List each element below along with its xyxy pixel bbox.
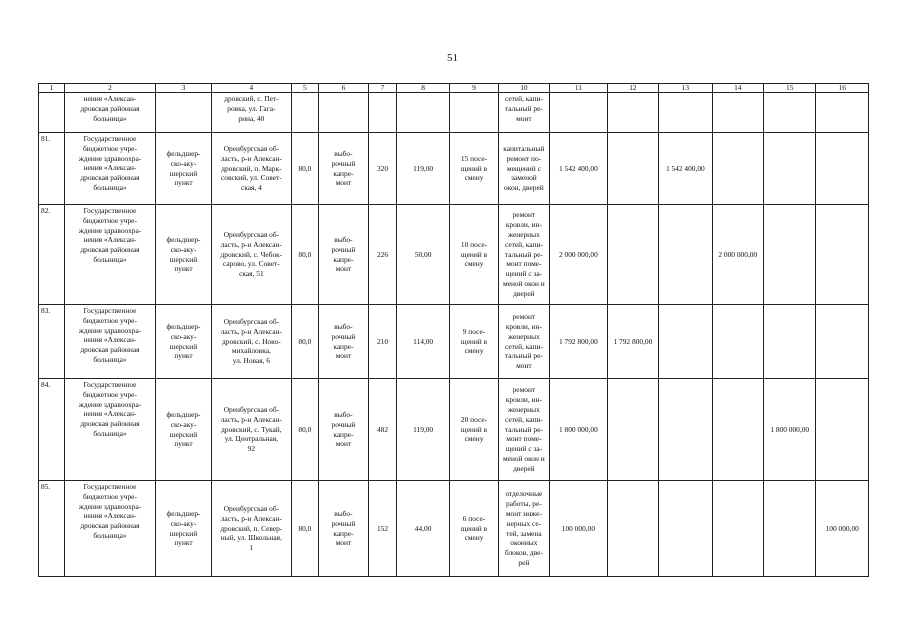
- capacity: 20 посе- щений в смену: [460, 414, 488, 444]
- total-amount: 1 542 400,00: [550, 133, 608, 205]
- amount-col-16: [816, 305, 869, 379]
- repair-type: выбо- рочный капре- монт: [331, 234, 356, 274]
- works-description: ремонт кровли, ин- женерных сетей, капи- тальный ре- монт поме- щений с за- меной окон и дверей: [502, 385, 545, 473]
- institution-name: Государственное бюджетное учре- ждение здравоохра- нения «Алексан- дровская районная больница»: [78, 206, 142, 264]
- capacity: 15 посе- щений в смену: [460, 153, 488, 183]
- total-amount: 1 800 000,00: [550, 379, 608, 481]
- amount-col-15: [764, 205, 816, 305]
- facility-address: Оренбургская об- ласть, р-н Алексан- дровский, с. Тукай, ул. Центральная, 92: [220, 405, 283, 454]
- facilities-table: [38, 83, 869, 577]
- table-row: [39, 205, 869, 305]
- area: 80,0: [291, 481, 318, 577]
- column-number: 14: [712, 84, 763, 93]
- col-8-value: 119,00: [396, 133, 449, 205]
- capacity: 9 посе- щений в смену: [460, 326, 488, 356]
- table-row: [39, 379, 869, 481]
- continuation-row: [39, 93, 869, 133]
- column-number: 6: [318, 84, 368, 93]
- works-description: капитальный ремонт по- мещений с заменой окон, дверей: [503, 144, 545, 193]
- facility-type: фельдшер- ско-аку- шерский пункт: [166, 148, 201, 188]
- amount-col-15: [764, 305, 816, 379]
- column-number: 10: [498, 84, 549, 93]
- column-number: 7: [369, 84, 397, 93]
- repair-type: выбо- рочный капре- монт: [331, 321, 356, 361]
- total-amount: 2 000 000,00: [550, 205, 608, 305]
- amount-col-12: [607, 379, 658, 481]
- amount-col-13: 1 542 400,00: [659, 133, 712, 205]
- column-number: 1: [39, 84, 65, 93]
- area: 80,0: [291, 305, 318, 379]
- institution-name: Государственное бюджетное учре- ждение здравоохра- нения «Алексан- дровская районная больница»: [78, 134, 142, 192]
- col-7-value: 482: [369, 379, 397, 481]
- col-7-value: 152: [369, 481, 397, 577]
- column-number: 4: [211, 84, 291, 93]
- amount-col-14: [712, 305, 763, 379]
- amount-col-15: 1 800 000,00: [764, 379, 816, 481]
- col-7-value: 320: [369, 133, 397, 205]
- col-8-value: 50,00: [396, 205, 449, 305]
- facility-address: Оренбургская об- ласть, р-н Алексан- дровский, с. Ново- михайловка, ул. Новая, 6: [220, 317, 283, 366]
- row-number: 82.: [39, 205, 65, 305]
- area: 80,0: [291, 205, 318, 305]
- total-amount: 100 000,00: [550, 481, 608, 577]
- facility-address: Оренбургская об- ласть, р-н Алексан- дровский, п. Север- ный, ул. Школьная, 1: [220, 504, 283, 553]
- facility-type: фельдшер- ско-аку- шерский пункт: [166, 321, 201, 361]
- column-number: 9: [450, 84, 498, 93]
- amount-col-15: [764, 481, 816, 577]
- table-row: [39, 305, 869, 379]
- column-number: 16: [816, 84, 869, 93]
- column-number: 8: [396, 84, 449, 93]
- row-number: 81.: [39, 133, 65, 205]
- column-number: 13: [659, 84, 712, 93]
- institution-name: Государственное бюджетное учре- ждение здравоохра- нения «Алексан- дровская районная больница»: [78, 306, 142, 364]
- amount-col-12: [607, 481, 658, 577]
- column-number: 12: [607, 84, 658, 93]
- column-number-row: [39, 84, 869, 93]
- table-row: [39, 481, 869, 577]
- amount-col-16: 100 000,00: [816, 481, 869, 577]
- column-number: 2: [64, 84, 156, 93]
- column-number: 5: [291, 84, 318, 93]
- institution-name: нения «Алексан- дровская районная больница»: [80, 94, 140, 123]
- facility-address: Оренбургская об- ласть, р-н Алексан- дровский, с. Чебок- сарово, ул. Совет- ская, 51: [220, 230, 283, 279]
- amount-col-14: 2 000 000,00: [712, 205, 763, 305]
- works-description: отделочные работы, ре- монт инже- нерных се- тей, замена оконных блоков, две- рей: [504, 489, 543, 567]
- amount-col-16: [816, 205, 869, 305]
- col-8-value: 119,00: [396, 379, 449, 481]
- col-7-value: 210: [369, 305, 397, 379]
- repair-type: выбо- рочный капре- монт: [331, 148, 356, 188]
- amount-col-12: [607, 133, 658, 205]
- amount-col-13: [659, 481, 712, 577]
- capacity: 10 посе- щений в смену: [460, 239, 488, 269]
- col-7-value: 226: [369, 205, 397, 305]
- amount-col-12: [607, 205, 658, 305]
- row-number: 85.: [39, 481, 65, 577]
- works-description: сетей, капи- тальный ре- монт: [504, 94, 543, 123]
- facility-address: Оренбургская об- ласть, р-н Алексан- дровский, п. Марк- совский, ул. Совет- ская, 4: [220, 144, 283, 193]
- column-number: 3: [156, 84, 212, 93]
- institution-name: Государственное бюджетное учре- ждение здравоохра- нения «Алексан- дровская районная больница»: [78, 380, 142, 438]
- column-number: 15: [764, 84, 816, 93]
- column-number: 11: [550, 84, 608, 93]
- area: 80,0: [291, 379, 318, 481]
- facility-type: фельдшер- ско-аку- шерский пункт: [166, 234, 201, 274]
- total-amount: 1 792 800,00: [550, 305, 608, 379]
- amount-col-14: [712, 481, 763, 577]
- row-number: 83.: [39, 305, 65, 379]
- amount-col-14: [712, 133, 763, 205]
- amount-col-13: [659, 305, 712, 379]
- amount-col-16: [816, 379, 869, 481]
- amount-col-13: [659, 205, 712, 305]
- capacity: 6 посе- щений в смену: [460, 513, 488, 543]
- repair-type: выбо- рочный капре- монт: [331, 409, 356, 449]
- col-8-value: 44,00: [396, 481, 449, 577]
- amount-col-12: 1 792 800,00: [607, 305, 658, 379]
- facility-type: фельдшер- ско-аку- шерский пункт: [166, 409, 201, 449]
- table-row: [39, 133, 869, 205]
- works-description: ремонт кровли, ин- женерных сетей, капи- тальный ре- монт поме- щений с за- меной окон и дверей: [502, 210, 545, 298]
- institution-name: Государственное бюджетное учре- ждение здравоохра- нения «Алексан- дровская районная больница»: [78, 482, 142, 540]
- area: 80,0: [291, 133, 318, 205]
- amount-col-14: [712, 379, 763, 481]
- works-description: ремонт кровли, ин- женерных сетей, капи- тальный ре- монт: [504, 312, 543, 371]
- amount-col-16: [816, 133, 869, 205]
- repair-type: выбо- рочный капре- монт: [331, 508, 356, 548]
- amount-col-15: [764, 133, 816, 205]
- col-8-value: 114,00: [396, 305, 449, 379]
- amount-col-13: [659, 379, 712, 481]
- facility-type: фельдшер- ско-аку- шерский пункт: [166, 508, 201, 548]
- page-number: 51: [447, 52, 458, 64]
- facility-address: дровский, с. Пет- ровка, ул. Гага- рина, 40: [224, 94, 279, 123]
- row-number: 84.: [39, 379, 65, 481]
